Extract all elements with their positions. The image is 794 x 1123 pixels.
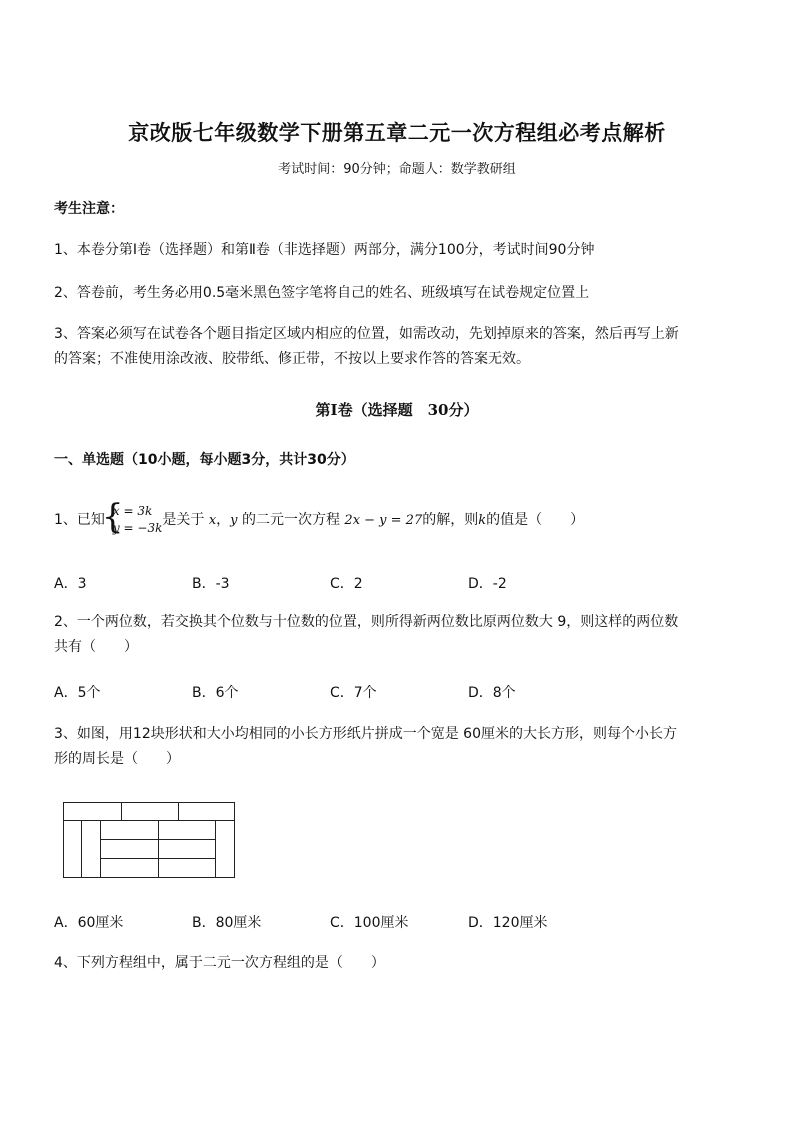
q1-option-b: B．-3 [192,576,230,592]
equation-system [105,503,162,537]
variable-y: y [230,513,238,528]
notice-item-2: 2、答卷前，考生务必用0.5毫米黑色签字笔将自己的姓名、班级填写在试卷规定位置上 [54,285,590,301]
equation: 2x − y = 27 [344,513,423,528]
question-3-line-1: 3、如图，用12块形状和大小均相同的小长方形纸片拼成一个宽是 60厘米的大长方形，则每个小长方 [54,726,677,742]
variable-x: x [208,513,217,528]
rectangle-tiling-figure [60,799,240,881]
q3-option-b: B．80厘米 [192,915,262,931]
question-1-mid: 是关于 [162,512,205,528]
notice-item-1: 1、本卷分第Ⅰ卷（选择题）和第Ⅱ卷（非选择题）两部分，满分100分，考试时间90分钟 [54,242,595,258]
section-title: 第Ⅰ卷（选择题 30分） [315,401,479,419]
question-1-mid2: 的二元一次方程 [241,512,340,528]
question-1-suffix: 的值是（ ） [486,512,585,528]
question-4-line-1: 4、下列方程组中，属于二元一次方程组的是（ ） [54,955,385,971]
variable-k: k [478,513,487,528]
q3-option-a: A．60厘米 [54,915,124,931]
question-1 [54,500,584,541]
q1-option-a: A．3 [54,576,87,592]
part-title: 一、单选题（10小题，每小题3分，共计30分） [54,452,355,468]
notice-item-3-continued: 的答案；不准使用涂改液、胶带纸、修正带，不按以上要求作答的答案无效。 [54,351,530,367]
notice-item-3: 3、答案必须写在试卷各个题目指定区域内相应的位置，如需改动，先划掉原来的答案，然后再写上新 [54,326,679,342]
q2-option-d: D．8个 [468,685,516,701]
question-2-line-2: 共有（ ） [54,639,138,655]
question-1-mid3: 的解，则 [422,512,479,528]
q2-option-a: A．5个 [54,685,101,701]
question-1-prefix: 1、已知 [54,512,105,528]
question-2-line-1: 2、一个两位数，若交换其个位数与十位数的位置，则所得新两位数比原两位数大 9，则这样的两位数 [54,614,679,630]
document-title: 京改版七年级数学下册第五章二元一次方程组必考点解析 [128,120,666,145]
q1-option-c: C．2 [330,576,363,592]
document-subtitle: 考试时间：90分钟；命题人：数学教研组 [278,162,516,177]
q2-option-b: B．6个 [192,685,239,701]
system-line-2: y = −3k [112,521,163,535]
question-3-line-2: 形的周长是（ ） [54,751,180,767]
q1-option-d: D．-2 [468,576,507,592]
q3-option-c: C．100厘米 [330,915,409,931]
question-1-comma: ， [216,512,231,528]
system-line-1: { x = 3k [112,504,153,518]
q3-option-d: D．120厘米 [468,915,548,931]
q2-option-c: C．7个 [330,685,377,701]
notice-heading: 考生注意： [54,201,124,217]
